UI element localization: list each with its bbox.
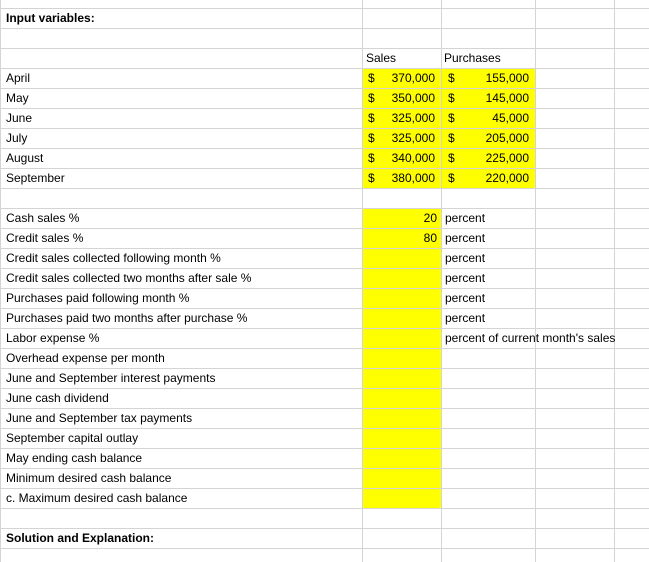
param-value-cell[interactable]: 20 bbox=[423, 211, 437, 225]
currency-symbol: $ bbox=[368, 71, 375, 85]
currency-symbol: $ bbox=[448, 131, 455, 145]
param-unit[interactable]: percent bbox=[445, 311, 486, 325]
row-gridline bbox=[0, 68, 649, 69]
sales-value[interactable]: 370,000 bbox=[391, 71, 435, 85]
param-label[interactable]: June and September interest payments bbox=[6, 371, 216, 385]
param-value-cell[interactable] bbox=[362, 448, 437, 468]
param-value-cell[interactable] bbox=[362, 388, 437, 408]
sales-column-header[interactable]: Sales bbox=[366, 51, 397, 65]
row-gridline bbox=[0, 168, 649, 169]
purchases-column-header[interactable]: Purchases bbox=[444, 51, 501, 65]
currency-symbol: $ bbox=[368, 131, 375, 145]
currency-symbol: $ bbox=[448, 111, 455, 125]
row-gridline bbox=[0, 188, 649, 189]
column-gridline bbox=[441, 0, 442, 562]
param-unit[interactable]: percent bbox=[445, 291, 486, 305]
sales-value[interactable]: 380,000 bbox=[391, 171, 435, 185]
column-gridline bbox=[614, 0, 615, 562]
currency-symbol: $ bbox=[448, 151, 455, 165]
row-gridline bbox=[0, 508, 649, 509]
column-gridline bbox=[0, 0, 1, 562]
row-gridline bbox=[0, 208, 649, 209]
month-label[interactable]: May bbox=[6, 91, 29, 105]
param-value-cell[interactable] bbox=[362, 368, 437, 388]
purchases-value[interactable]: 45,000 bbox=[492, 111, 529, 125]
param-unit[interactable]: percent bbox=[445, 271, 486, 285]
param-unit[interactable]: percent bbox=[445, 231, 486, 245]
param-label[interactable]: Credit sales collected following month % bbox=[6, 251, 221, 265]
currency-symbol: $ bbox=[368, 171, 375, 185]
param-label[interactable]: Labor expense % bbox=[6, 331, 100, 345]
row-gridline bbox=[0, 548, 649, 549]
param-label[interactable]: May ending cash balance bbox=[6, 451, 143, 465]
month-label[interactable]: April bbox=[6, 71, 31, 85]
currency-symbol: $ bbox=[448, 71, 455, 85]
currency-symbol: $ bbox=[368, 111, 375, 125]
row-gridline bbox=[0, 148, 649, 149]
sales-value[interactable]: 325,000 bbox=[391, 131, 435, 145]
param-label[interactable]: Credit sales collected two months after sale % bbox=[6, 271, 252, 285]
row-gridline bbox=[0, 28, 649, 29]
month-label[interactable]: September bbox=[6, 171, 65, 185]
purchases-value[interactable]: 225,000 bbox=[485, 151, 529, 165]
param-value-cell[interactable] bbox=[362, 268, 437, 288]
param-label[interactable]: Minimum desired cash balance bbox=[6, 471, 172, 485]
row-gridline bbox=[0, 128, 649, 129]
param-unit[interactable]: percent bbox=[445, 251, 486, 265]
param-value-cell[interactable] bbox=[362, 428, 437, 448]
row-gridline bbox=[0, 88, 649, 89]
param-unit[interactable]: percent of current month's sales bbox=[445, 331, 616, 345]
param-label[interactable]: Purchases paid following month % bbox=[6, 291, 190, 305]
currency-symbol: $ bbox=[448, 171, 455, 185]
row-gridline bbox=[0, 8, 649, 9]
param-label[interactable]: June and September tax payments bbox=[6, 411, 193, 425]
param-value-cell[interactable]: 80 bbox=[423, 231, 437, 245]
purchases-value[interactable]: 145,000 bbox=[485, 91, 529, 105]
month-label[interactable]: June bbox=[6, 111, 33, 125]
param-value-cell[interactable] bbox=[362, 348, 437, 368]
param-label[interactable]: September capital outlay bbox=[6, 431, 139, 445]
column-gridline bbox=[535, 0, 536, 562]
row-gridline bbox=[0, 108, 649, 109]
row-gridline bbox=[0, 228, 649, 229]
purchases-value[interactable]: 155,000 bbox=[485, 71, 529, 85]
sales-value[interactable]: 340,000 bbox=[391, 151, 435, 165]
param-label[interactable]: June cash dividend bbox=[6, 391, 109, 405]
param-label[interactable]: Cash sales % bbox=[6, 211, 80, 225]
param-value-cell[interactable] bbox=[362, 408, 437, 428]
param-value-cell[interactable] bbox=[362, 248, 437, 268]
currency-symbol: $ bbox=[368, 151, 375, 165]
param-unit[interactable]: percent bbox=[445, 211, 486, 225]
solution-heading[interactable]: Solution and Explanation: bbox=[6, 531, 154, 545]
purchases-value[interactable]: 220,000 bbox=[485, 171, 529, 185]
month-label[interactable]: August bbox=[6, 151, 44, 165]
param-label[interactable]: c. Maximum desired cash balance bbox=[6, 491, 188, 505]
currency-symbol: $ bbox=[368, 91, 375, 105]
month-label[interactable]: July bbox=[6, 131, 28, 145]
param-value-cell[interactable] bbox=[362, 468, 437, 488]
param-value-cell[interactable] bbox=[362, 288, 437, 308]
sales-value[interactable]: 350,000 bbox=[391, 91, 435, 105]
currency-symbol: $ bbox=[448, 91, 455, 105]
param-value-cell[interactable] bbox=[362, 308, 437, 328]
sales-value[interactable]: 325,000 bbox=[391, 111, 435, 125]
row-gridline bbox=[0, 48, 649, 49]
param-label[interactable]: Purchases paid two months after purchase % bbox=[6, 311, 248, 325]
input-variables-heading[interactable]: Input variables: bbox=[6, 11, 95, 25]
purchases-value[interactable]: 205,000 bbox=[485, 131, 529, 145]
param-label[interactable]: Overhead expense per month bbox=[6, 351, 165, 365]
param-value-cell[interactable] bbox=[362, 488, 437, 508]
param-value-cell[interactable] bbox=[362, 328, 437, 348]
param-label[interactable]: Credit sales % bbox=[6, 231, 84, 245]
